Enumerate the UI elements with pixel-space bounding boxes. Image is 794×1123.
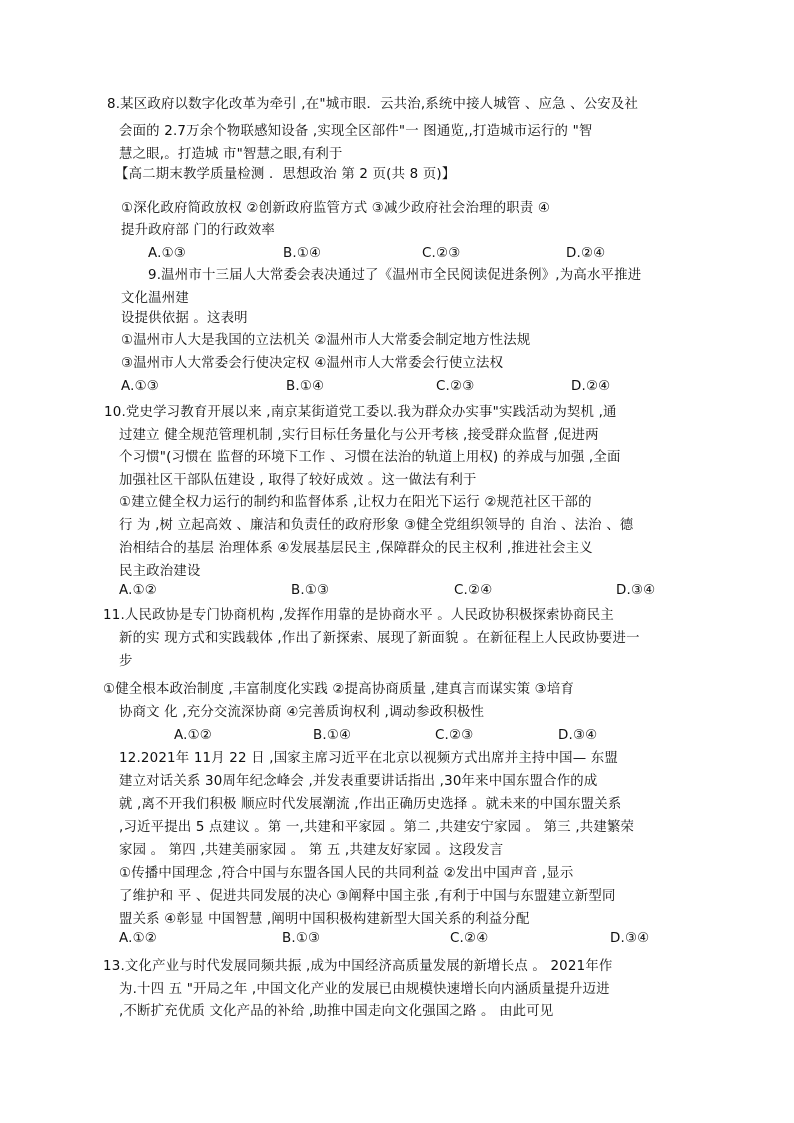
page-footer: 【高二期末教学质量检测 ．思想政治 第 2 页(共 8 页)】 bbox=[115, 167, 456, 182]
q12-stem-line-1: 12.2021年 11月 22 日 ,国家主席习近平在北京以视频方式出席并主持中国— 东盟 bbox=[119, 751, 618, 766]
q10-statements-line-3: 治相结合的基层 治理体系 ④发展基层民主 ,保障群众的民主权利 ,推进社会主义 bbox=[119, 541, 593, 556]
q8-stem-line-2: 会面的 2.7万余个物联感知设备 ,实现全区部件"一 图通览,,打造城市运行的 "智 bbox=[119, 124, 593, 139]
q11-option-b: B.①④ bbox=[313, 728, 352, 743]
q13-stem-line-3: ,不断扩充优质 文化产品的补给 ,助推中国走向文化强国之路 。 由此可见 bbox=[119, 1004, 554, 1019]
q8-option-d: D.②④ bbox=[566, 246, 606, 261]
q10-stem-line-1: 10.党史学习教育开展以来 ,南京某街道党工委以.我为群众办实事"实践活动为契机 ,通 bbox=[104, 405, 617, 420]
q12-option-d: D.③④ bbox=[610, 931, 650, 946]
q9-statements-line-2: ③温州市人大常委会行使决定权 ④温州市人大常委会行使立法权 bbox=[121, 356, 504, 371]
q10-stem-line-4: 加强社区干部队伍建设 , 取得了较好成效 。这一做法有利于 bbox=[119, 473, 477, 488]
q11-stem-line-3: 步 bbox=[119, 654, 133, 669]
q9-option-c: C.②③ bbox=[436, 379, 475, 394]
q11-statements-line-2: 协商文 化 ,充分交流深协商 ④完善质询权利 ,调动参政积极性 bbox=[119, 705, 485, 720]
q8-statements-line-1: ①深化政府简政放权 ②创新政府监管方式 ③减少政府社会治理的职责 ④ bbox=[121, 201, 551, 216]
q8-option-a: A.①③ bbox=[148, 246, 186, 261]
q10-statements-line-4: 民主政治建设 bbox=[119, 564, 201, 579]
q12-stem-line-4: ,习近平提出 5 点建议 。第 一,共建和平家园 。第二 ,共建安宁家园 。 第三 ,共建繁荣 bbox=[119, 820, 635, 835]
q10-option-a: A.①② bbox=[119, 583, 157, 598]
q8-option-c: C.②③ bbox=[422, 246, 461, 261]
q9-option-b: B.①④ bbox=[286, 379, 325, 394]
q12-statements-line-2: 了维护和 平 、促进共同发展的决心 ③阐释中国主张 ,有利于中国与东盟建立新型同 bbox=[119, 889, 616, 904]
q10-statements-line-1: ①建立健全权力运行的制约和监督体系 ,让权力在阳光下运行 ②规范社区干部的 bbox=[119, 495, 592, 510]
q12-stem-line-5: 家园 。 第四 ,共建美丽家园 。 第 五 ,共建友好家园 。这段发言 bbox=[119, 843, 504, 858]
q11-stem-line-2: 新的实 现方式和实践载体 ,作出了新探索、展现了新面貌 。在新征程上人民政协要进一 bbox=[119, 631, 640, 646]
q12-statements-line-1: ①传播中国理念 ,符合中国与东盟各国人民的共同利益 ②发出中国声音 ,显示 bbox=[119, 866, 574, 881]
q8-option-b: B.①④ bbox=[283, 246, 322, 261]
q12-option-c: C.②④ bbox=[450, 931, 489, 946]
q12-stem-line-2: 建立对话关系 30周年纪念峰会 ,并发表重要讲话指出 ,30年来中国东盟合作的成 bbox=[119, 774, 598, 789]
q9-stem-line-3: 设提供依据 。这表明 bbox=[121, 311, 248, 326]
q8-stem-line-1: 8.某区政府以数字化改革为牵引 ,在"城市眼．云共治,系统中接人城管 、应急 、公安及社 bbox=[107, 97, 639, 112]
q13-stem-line-1: 13.文化产业与时代发展同频共振 ,成为中国经济高质量发展的新增长点 。 2021年作 bbox=[103, 959, 613, 974]
q10-option-d: D.③④ bbox=[616, 583, 656, 598]
q11-statements-line-1: ①健全根本政治制度 ,丰富制度化实践 ②提高协商质量 ,建真言而谋实策 ③培育 bbox=[103, 682, 575, 697]
q12-statements-line-3: 盟关系 ④彰显 中国智慧 ,阐明中国积极构建新型大国关系的利益分配 bbox=[119, 912, 530, 927]
q11-option-a: A.①② bbox=[174, 728, 212, 743]
q9-option-d: D.②④ bbox=[571, 379, 611, 394]
q11-stem-line-1: 11.人民政协是专门协商机构 ,发挥作用靠的是协商水平 。人民政协积极探索协商民主 bbox=[103, 608, 614, 623]
q11-option-d: D.③④ bbox=[558, 728, 598, 743]
q12-option-a: A.①② bbox=[119, 931, 157, 946]
q10-statements-line-2: 行 为 ,树 立起高效 、廉洁和负责任的政府形象 ③健全党组织领导的 自治 、法治 、德 bbox=[119, 518, 634, 533]
q10-stem-line-3: 个习惯"(习惯在 监督的环境下工作 、习惯在法治的轨道上用权) 的养成与加强 ,全面 bbox=[119, 450, 621, 465]
q8-stem-line-3: 慧之眼,。打造城 市"智慧之眼,有利于 bbox=[119, 147, 343, 162]
q9-statements-line-1: ①温州市人大是我国的立法机关 ②温州市人大常委会制定地方性法规 bbox=[121, 333, 531, 348]
q9-option-a: A.①③ bbox=[121, 379, 159, 394]
q10-option-b: B.①③ bbox=[291, 583, 330, 598]
q12-option-b: B.①③ bbox=[282, 931, 321, 946]
q10-option-c: C.②④ bbox=[454, 583, 493, 598]
q13-stem-line-2: 为.十四 五 "开局之年 ,中国文化产业的发展已由规模快速增长向内涵质量提升迈进 bbox=[119, 982, 610, 997]
q9-stem-line-2: 文化温州建 bbox=[121, 291, 189, 306]
q10-stem-line-2: 过建立 健全规范管理机制 ,实行目标任务量化与公开考核 ,接受群众监督 ,促进两 bbox=[119, 428, 599, 443]
q8-statements-line-2: 提升政府部 门的行政效率 bbox=[121, 223, 275, 238]
q12-stem-line-3: 就 ,离不开我们积极 顺应时代发展潮流 ,作出正确历史选择 。就未来的中国东盟关系 bbox=[119, 797, 622, 812]
q11-option-c: C.②③ bbox=[435, 728, 474, 743]
q9-stem-line-1: 9.温州市十三届人大常委会表决通过了《温州市全民阅读促进条例》,为高水平推进 bbox=[148, 268, 642, 283]
